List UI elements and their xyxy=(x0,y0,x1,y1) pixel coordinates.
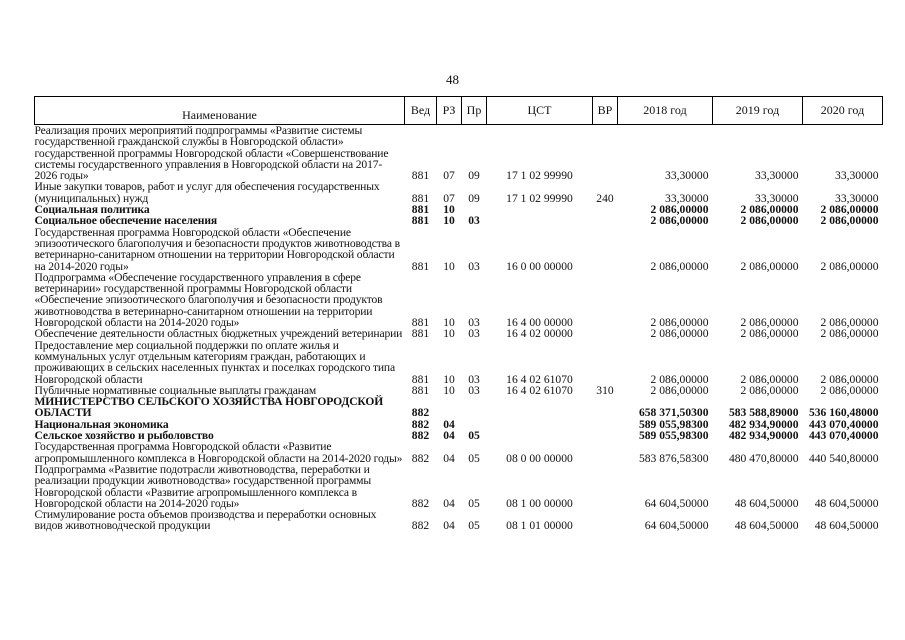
row-ved: 882 xyxy=(411,451,430,465)
row-2020: 2 086,00000 xyxy=(820,316,879,330)
row-name: Национальная экономика xyxy=(34,417,169,431)
row-2020: 443 070,40000 xyxy=(808,429,879,443)
row-cst xyxy=(487,215,593,226)
row-2019: 48 604,50000 xyxy=(734,519,799,533)
row-cst: 16 4 00 00000 xyxy=(506,316,573,330)
row-2018: 583 876,58300 xyxy=(638,451,709,465)
row-rz: 10 xyxy=(443,383,455,397)
row-vr xyxy=(593,419,618,430)
row-rz: 10 xyxy=(443,372,455,386)
row-ved: 881 xyxy=(411,316,430,330)
table-row xyxy=(35,227,883,272)
row-cst: 08 1 01 00000 xyxy=(506,519,573,533)
row-2018: 64 604,50000 xyxy=(644,496,709,510)
row-ved: 882 xyxy=(411,496,430,510)
row-ved: 882 xyxy=(411,406,430,420)
table-row xyxy=(35,340,883,385)
row-vr: 310 xyxy=(596,383,614,397)
row-2019: 2 086,00000 xyxy=(740,203,799,217)
row-name: Иные закупки товаров, работ и услуг для обеспечения государственных (муниципальных) нужд xyxy=(34,180,380,205)
row-name: Государственная программа Новгородской области «Развитие агропромышленного комплекса в Новгородской области на 2014-2020 годы» xyxy=(34,440,403,465)
row-2018: 658 371,50300 xyxy=(638,406,709,420)
row-cst xyxy=(487,419,593,430)
row-cst: 17 1 02 99990 xyxy=(506,169,573,183)
row-rz: 10 xyxy=(443,203,455,217)
header-vr: ВР xyxy=(593,97,618,125)
row-rz: 04 xyxy=(443,429,455,443)
row-pr: 03 xyxy=(468,327,480,341)
row-pr: 03 xyxy=(468,259,480,273)
row-vr xyxy=(593,328,618,339)
table-row xyxy=(35,272,883,328)
row-rz: 07 xyxy=(443,191,455,205)
row-cst: 16 0 00 00000 xyxy=(506,259,573,273)
row-name: Стимулирование роста объемов производства и переработки основных видов животноводческой продукции xyxy=(34,508,377,533)
table-row xyxy=(35,215,883,226)
row-name: Реализация прочих мероприятий подпрограммы «Развитие системы государственной гражданской службы в Новгородской области» государственной программы Новгородской области «Совершенствование системы государственного управления в Новгородской области на 2017-2026 годы» xyxy=(34,124,389,183)
row-2020: 2 086,00000 xyxy=(820,214,879,228)
row-name: Социальное обеспечение населения xyxy=(34,214,217,228)
row-2018: 33,30000 xyxy=(665,191,709,205)
row-name: Социальная политика xyxy=(34,203,150,217)
row-pr: 09 xyxy=(468,191,480,205)
row-vr: 240 xyxy=(596,191,614,205)
table-row xyxy=(35,328,883,339)
row-2019: 48 604,50000 xyxy=(734,496,799,510)
row-2018: 33,30000 xyxy=(665,169,709,183)
row-vr xyxy=(593,509,618,532)
row-ved: 882 xyxy=(411,417,430,431)
row-rz: 07 xyxy=(443,169,455,183)
row-pr: 03 xyxy=(468,383,480,397)
row-cst xyxy=(487,430,593,441)
row-pr: 03 xyxy=(468,316,480,330)
row-pr: 05 xyxy=(468,451,480,465)
row-2019: 2 086,00000 xyxy=(740,327,799,341)
row-name: Публичные нормативные социальные выплаты гражданам xyxy=(34,383,316,397)
row-cst: 08 0 00 00000 xyxy=(506,451,573,465)
row-2018: 2 086,00000 xyxy=(650,259,709,273)
row-2018: 2 086,00000 xyxy=(650,214,709,228)
page-number: 48 xyxy=(446,72,459,87)
row-2018: 2 086,00000 xyxy=(650,383,709,397)
row-2020: 536 160,48000 xyxy=(808,406,879,420)
row-name: МИНИСТЕРСТВО СЕЛЬСКОГО ХОЗЯЙСТВА НОВГОРОДСКОЙ ОБЛАСТИ xyxy=(34,395,384,420)
row-2020: 2 086,00000 xyxy=(820,372,879,386)
row-name: Сельское хозяйство и рыболовство xyxy=(34,429,214,443)
row-2019: 480 470,80000 xyxy=(728,451,799,465)
row-cst: 08 1 00 00000 xyxy=(506,496,573,510)
row-name: Обеспечение деятельности областных бюджетных учреждений ветеринарии xyxy=(34,327,403,341)
row-2020: 33,30000 xyxy=(835,169,879,183)
row-ved: 881 xyxy=(411,191,430,205)
row-vr xyxy=(593,272,618,328)
row-vr xyxy=(593,227,618,272)
row-rz: 04 xyxy=(443,451,455,465)
table-row xyxy=(35,464,883,509)
row-rz: 04 xyxy=(443,496,455,510)
row-2019: 2 086,00000 xyxy=(740,383,799,397)
row-2019: 2 086,00000 xyxy=(740,316,799,330)
header-rz: РЗ xyxy=(437,97,462,125)
row-cst xyxy=(487,396,593,419)
row-pr: 09 xyxy=(468,169,480,183)
table-header xyxy=(35,97,883,125)
row-vr xyxy=(593,125,618,182)
row-ved: 881 xyxy=(411,214,430,228)
row-cst xyxy=(487,204,593,215)
row-ved: 881 xyxy=(411,327,430,341)
row-2020: 2 086,00000 xyxy=(820,383,879,397)
row-2018: 2 086,00000 xyxy=(650,372,709,386)
row-ved: 881 xyxy=(411,169,430,183)
row-2018: 64 604,50000 xyxy=(644,519,709,533)
row-rz xyxy=(437,396,462,419)
header-2018: 2018 год xyxy=(618,97,713,125)
row-2019: 2 086,00000 xyxy=(740,372,799,386)
row-2019: 33,30000 xyxy=(755,191,799,205)
table-row xyxy=(35,396,883,419)
row-vr xyxy=(593,441,618,464)
row-cst: 16 4 02 00000 xyxy=(506,327,573,341)
row-ved: 881 xyxy=(411,203,430,217)
row-rz: 10 xyxy=(443,214,455,228)
header-cst: ЦСТ xyxy=(487,97,593,125)
row-2019: 482 934,90000 xyxy=(728,429,799,443)
row-2019: 2 086,00000 xyxy=(740,214,799,228)
row-2018: 2 086,00000 xyxy=(650,203,709,217)
row-vr xyxy=(593,396,618,419)
row-2020: 2 086,00000 xyxy=(820,259,879,273)
row-rz: 04 xyxy=(443,519,455,533)
row-vr xyxy=(593,340,618,385)
row-rz: 10 xyxy=(443,327,455,341)
table-row xyxy=(35,509,883,532)
row-pr: 03 xyxy=(468,214,480,228)
row-pr: 05 xyxy=(468,519,480,533)
row-vr xyxy=(593,215,618,226)
row-2019: 583 588,89000 xyxy=(728,406,799,420)
row-rz: 10 xyxy=(443,316,455,330)
row-2020: 2 086,00000 xyxy=(820,203,879,217)
row-name: Предоставление мер социальной поддержки по оплате жилья и коммунальных услуг отдельным категориям граждан, работающих и проживающих в сельских населенных пунктах и поселках городского типа Новгородской области xyxy=(34,338,395,386)
row-pr: 03 xyxy=(468,372,480,386)
row-pr: 05 xyxy=(468,429,480,443)
header-pr: Пр xyxy=(462,97,487,125)
row-2019: 482 934,90000 xyxy=(728,417,799,431)
row-2018: 2 086,00000 xyxy=(650,316,709,330)
row-rz: 10 xyxy=(443,259,455,273)
row-ved: 881 xyxy=(411,372,430,386)
row-vr xyxy=(593,464,618,509)
row-cst: 17 1 02 99990 xyxy=(506,191,573,205)
row-rz: 04 xyxy=(443,417,455,431)
row-2020: 440 540,80000 xyxy=(808,451,879,465)
row-2018: 2 086,00000 xyxy=(650,327,709,341)
row-2018: 589 055,98300 xyxy=(638,417,709,431)
row-ved: 882 xyxy=(411,519,430,533)
row-ved: 881 xyxy=(411,259,430,273)
row-vr xyxy=(593,430,618,441)
row-vr xyxy=(593,204,618,215)
row-name: Подпрограмма «Обеспечение государственного управления в сфере ветеринарии» государственной программы Новгородской области «Обеспечение эпизоотического благополучия и безопасности продуктов животноводства в ветеринарно-санитарном отношении на территории Новгородской области на 2014-2020 годы» xyxy=(34,270,383,330)
row-cst: 16 4 02 61070 xyxy=(506,372,573,386)
row-2020: 443 070,40000 xyxy=(808,417,879,431)
header-2019: 2019 год xyxy=(713,97,803,125)
row-2020: 48 604,50000 xyxy=(814,496,879,510)
row-cst: 16 4 02 61070 xyxy=(506,383,573,397)
row-2020: 2 086,00000 xyxy=(820,327,879,341)
row-pr xyxy=(462,396,487,419)
row-ved: 882 xyxy=(411,429,430,443)
table-row xyxy=(35,125,883,182)
row-ved: 881 xyxy=(411,383,430,397)
row-2019: 2 086,00000 xyxy=(740,259,799,273)
row-2020: 48 604,50000 xyxy=(814,519,879,533)
table-row xyxy=(35,181,883,204)
row-name: Государственная программа Новгородской области «Обеспечение эпизоотического благополучия и безопасности продуктов животноводства в ветеринарно-санитарном отношении на территории Новгородской области на 2014-2020 годы» xyxy=(34,225,400,273)
budget-table xyxy=(34,96,883,532)
header-ved: Вед xyxy=(405,97,437,125)
row-pr: 05 xyxy=(468,496,480,510)
header-name: Наименование xyxy=(35,97,405,125)
row-2020: 33,30000 xyxy=(835,191,879,205)
row-name: Подпрограмма «Развитие подотрасли животноводства, переработки и реализации продукции животноводства» государственной программы Новгородской области «Развитие агропромышленного комплекса в Новгородской области на 2014-2020 годы» xyxy=(34,462,372,510)
row-2018: 589 055,98300 xyxy=(638,429,709,443)
header-2020: 2020 год xyxy=(803,97,883,125)
row-2019: 33,30000 xyxy=(755,169,799,183)
table-row xyxy=(35,441,883,464)
